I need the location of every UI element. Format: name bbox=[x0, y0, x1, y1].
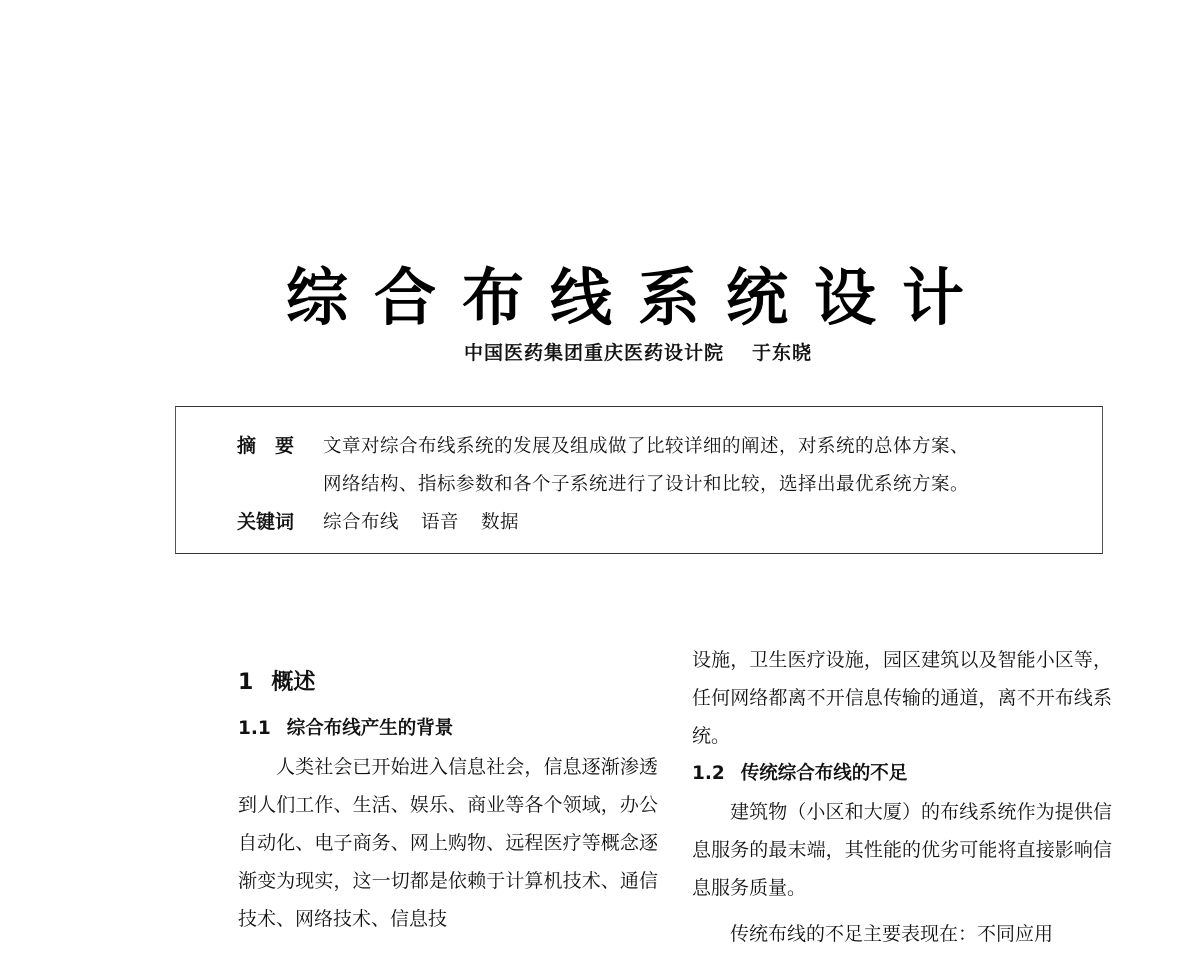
abstract-line-2: 网络结构、指标参数和各个子系统进行了设计和比较，选择出最优系统方案。 bbox=[323, 474, 970, 495]
affiliation: 中国医药集团重庆医药设计院 bbox=[463, 342, 724, 364]
subsection-heading bbox=[238, 710, 658, 748]
section-title: 概述 bbox=[271, 670, 316, 695]
keyword-item: 语音 bbox=[421, 512, 460, 533]
right-column bbox=[692, 641, 1112, 953]
paper-title: 综合布线系统设计 bbox=[285, 261, 990, 334]
body-paragraph: 建筑物（小区和大厦）的布线系统作为提供信息服务的最末端，其性能的优劣可能将直接影响信息服务质量。 bbox=[692, 801, 1112, 899]
abstract-line-1: 文章对综合布线系统的发展及组成做了比较详细的阐述，对系统的总体方案、 bbox=[323, 436, 970, 457]
author-name: 于东晓 bbox=[752, 342, 813, 364]
keywords-list bbox=[323, 508, 541, 534]
left-column bbox=[238, 648, 658, 938]
body-paragraph: 传统布线的不足主要表现在：不同应用 bbox=[730, 923, 1054, 945]
keyword-item: 数据 bbox=[481, 512, 520, 533]
subsection-number: 1.2 bbox=[692, 763, 725, 784]
subsection-heading bbox=[692, 755, 1112, 793]
body-paragraph: 人类社会已开始进入信息社会，信息逐渐渗透到人们工作、生活、娱乐、商业等各个领域，办公自动化、电子商务、网上购物、远程医疗等概念逐渐变为现实，这一切都是依赖于计算机技术、通信技术、网络技术、信息技 bbox=[238, 756, 658, 930]
subsection-title: 传统综合布线的不足 bbox=[740, 763, 908, 784]
author-line bbox=[0, 338, 1200, 365]
subsection-number: 1.1 bbox=[238, 718, 271, 739]
keywords-label: 关键词 bbox=[237, 511, 295, 533]
abstract-label: 摘 要 bbox=[237, 435, 295, 457]
section-heading bbox=[238, 664, 658, 702]
keyword-item: 综合布线 bbox=[323, 512, 400, 533]
subsection-title: 综合布线产生的背景 bbox=[286, 718, 454, 739]
section-number: 1 bbox=[238, 670, 254, 695]
body-paragraph: 设施，卫生医疗设施，园区建筑以及智能小区等，任何网络都离不开信息传输的通道，离不开布线系统。 bbox=[692, 649, 1112, 747]
abstract-box bbox=[175, 406, 1103, 554]
